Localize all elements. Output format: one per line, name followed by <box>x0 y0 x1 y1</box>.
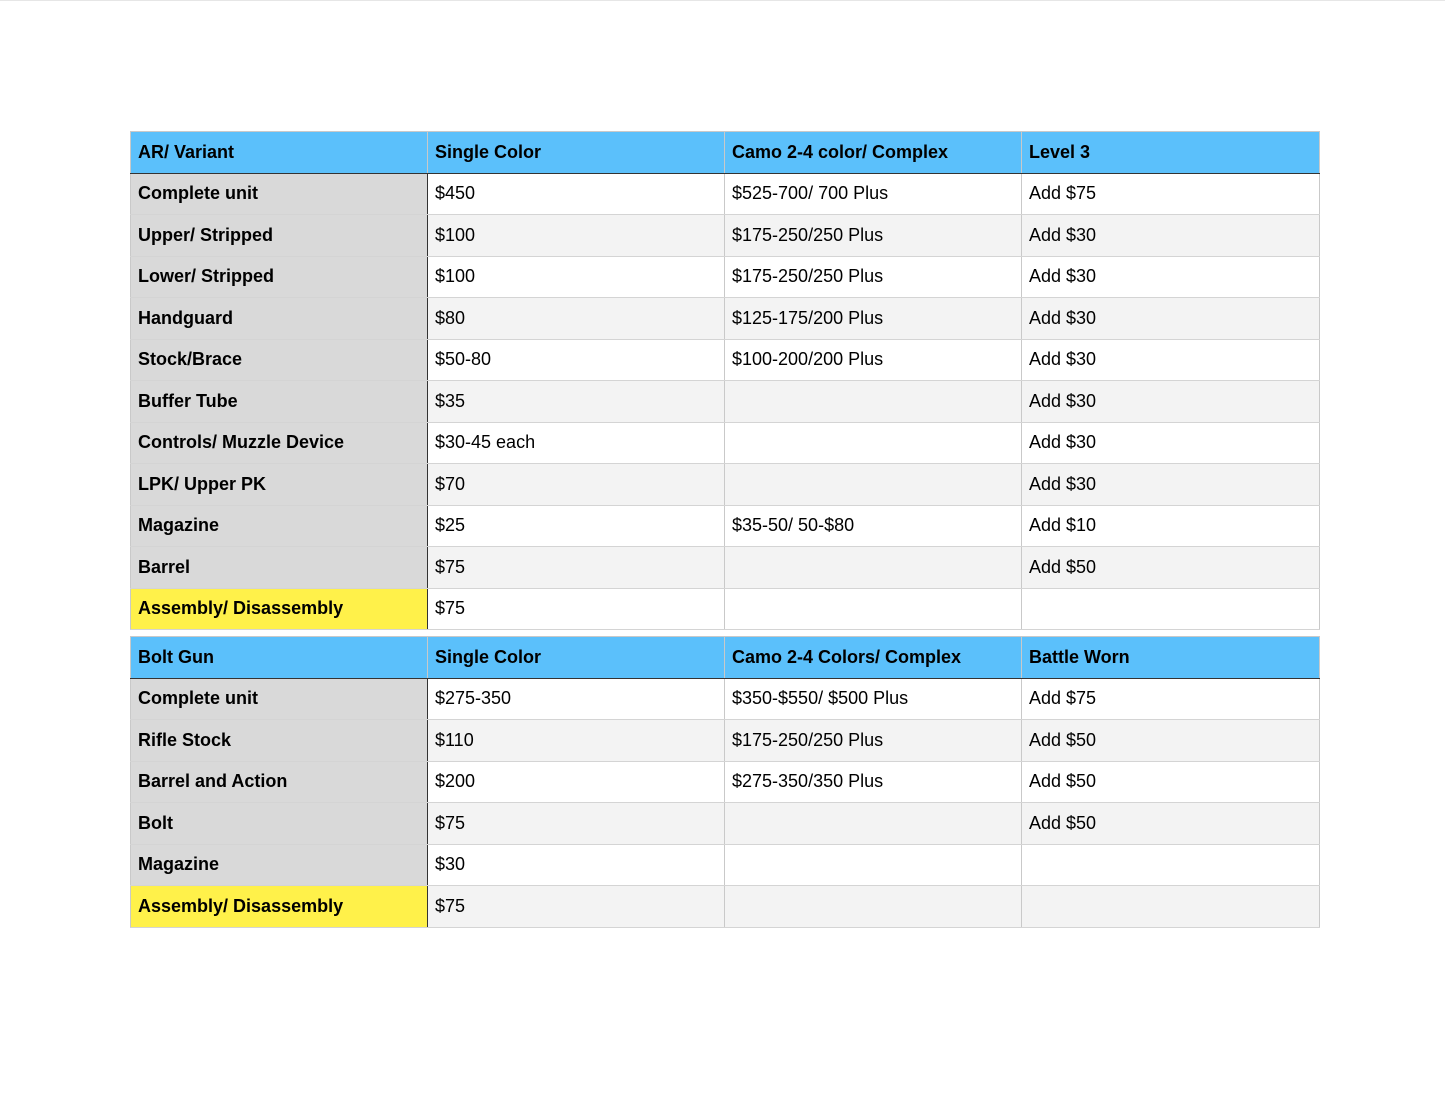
single-color-price: $100 <box>428 256 725 298</box>
extra-price: Add $50 <box>1022 720 1320 762</box>
single-color-price: $110 <box>428 720 725 762</box>
extra-price <box>1022 886 1320 928</box>
row-label: Magazine <box>131 844 428 886</box>
single-color-price: $35 <box>428 381 725 423</box>
row-label: Rifle Stock <box>131 720 428 762</box>
camo-price <box>725 464 1022 506</box>
row-label: Buffer Tube <box>131 381 428 423</box>
table-row <box>131 215 1320 257</box>
row-label: Barrel and Action <box>131 761 428 803</box>
table-row <box>131 505 1320 547</box>
single-color-price: $30 <box>428 844 725 886</box>
camo-price: $350-$550/ $500 Plus <box>725 678 1022 720</box>
table-header-row <box>131 637 1320 679</box>
row-label: Handguard <box>131 298 428 340</box>
header-cell-camo: Camo 2-4 Colors/ Complex <box>725 637 1022 679</box>
row-label: LPK/ Upper PK <box>131 464 428 506</box>
header-cell-item: AR/ Variant <box>131 132 428 174</box>
row-label: Complete unit <box>131 173 428 215</box>
single-color-price: $75 <box>428 588 725 630</box>
extra-price: Add $30 <box>1022 256 1320 298</box>
table-row <box>131 803 1320 845</box>
single-color-price: $80 <box>428 298 725 340</box>
camo-price: $35-50/ 50-$80 <box>725 505 1022 547</box>
extra-price: Add $30 <box>1022 215 1320 257</box>
header-cell-single-color: Single Color <box>428 132 725 174</box>
extra-price: Add $30 <box>1022 464 1320 506</box>
single-color-price: $75 <box>428 886 725 928</box>
camo-price <box>725 588 1022 630</box>
extra-price <box>1022 844 1320 886</box>
camo-price: $125-175/200 Plus <box>725 298 1022 340</box>
extra-price: Add $30 <box>1022 339 1320 381</box>
header-cell-single-color: Single Color <box>428 637 725 679</box>
single-color-price: $75 <box>428 547 725 589</box>
extra-price: Add $75 <box>1022 173 1320 215</box>
camo-price: $275-350/350 Plus <box>725 761 1022 803</box>
table-row <box>131 678 1320 720</box>
single-color-price: $50-80 <box>428 339 725 381</box>
camo-price <box>725 803 1022 845</box>
table-row <box>131 547 1320 589</box>
row-label: Magazine <box>131 505 428 547</box>
single-color-price: $100 <box>428 215 725 257</box>
single-color-price: $450 <box>428 173 725 215</box>
table-row <box>131 886 1320 928</box>
row-label: Complete unit <box>131 678 428 720</box>
table-row <box>131 339 1320 381</box>
camo-price <box>725 422 1022 464</box>
extra-price: Add $50 <box>1022 547 1320 589</box>
row-label: Controls/ Muzzle Device <box>131 422 428 464</box>
camo-price: $175-250/250 Plus <box>725 215 1022 257</box>
camo-price <box>725 547 1022 589</box>
ar-variant-price-table <box>130 131 1320 630</box>
row-label: Lower/ Stripped <box>131 256 428 298</box>
single-color-price: $200 <box>428 761 725 803</box>
row-label: Barrel <box>131 547 428 589</box>
extra-price: Add $30 <box>1022 298 1320 340</box>
camo-price: $525-700/ 700 Plus <box>725 173 1022 215</box>
camo-price <box>725 844 1022 886</box>
extra-price: Add $30 <box>1022 422 1320 464</box>
extra-price: Add $30 <box>1022 381 1320 423</box>
single-color-price: $70 <box>428 464 725 506</box>
single-color-price: $275-350 <box>428 678 725 720</box>
table-header-row <box>131 132 1320 174</box>
row-label-highlighted: Assembly/ Disassembly <box>131 886 428 928</box>
camo-price: $175-250/250 Plus <box>725 256 1022 298</box>
row-label: Upper/ Stripped <box>131 215 428 257</box>
row-label: Stock/Brace <box>131 339 428 381</box>
table-row <box>131 298 1320 340</box>
camo-price: $100-200/200 Plus <box>725 339 1022 381</box>
extra-price: Add $50 <box>1022 761 1320 803</box>
table-row <box>131 464 1320 506</box>
single-color-price: $30-45 each <box>428 422 725 464</box>
extra-price: Add $10 <box>1022 505 1320 547</box>
camo-price <box>725 886 1022 928</box>
extra-price: Add $50 <box>1022 803 1320 845</box>
table-row <box>131 844 1320 886</box>
table-row <box>131 720 1320 762</box>
page-top-rule <box>0 0 1445 1</box>
bolt-gun-price-table <box>130 636 1320 928</box>
table-row <box>131 588 1320 630</box>
table-row <box>131 381 1320 423</box>
table-row <box>131 761 1320 803</box>
table-row <box>131 173 1320 215</box>
single-color-price: $25 <box>428 505 725 547</box>
single-color-price: $75 <box>428 803 725 845</box>
header-cell-item: Bolt Gun <box>131 637 428 679</box>
table-row <box>131 256 1320 298</box>
header-cell-extra: Battle Worn <box>1022 637 1320 679</box>
row-label-highlighted: Assembly/ Disassembly <box>131 588 428 630</box>
row-label: Bolt <box>131 803 428 845</box>
camo-price: $175-250/250 Plus <box>725 720 1022 762</box>
extra-price <box>1022 588 1320 630</box>
extra-price: Add $75 <box>1022 678 1320 720</box>
camo-price <box>725 381 1022 423</box>
table-row <box>131 422 1320 464</box>
header-cell-camo: Camo 2-4 color/ Complex <box>725 132 1022 174</box>
header-cell-extra: Level 3 <box>1022 132 1320 174</box>
